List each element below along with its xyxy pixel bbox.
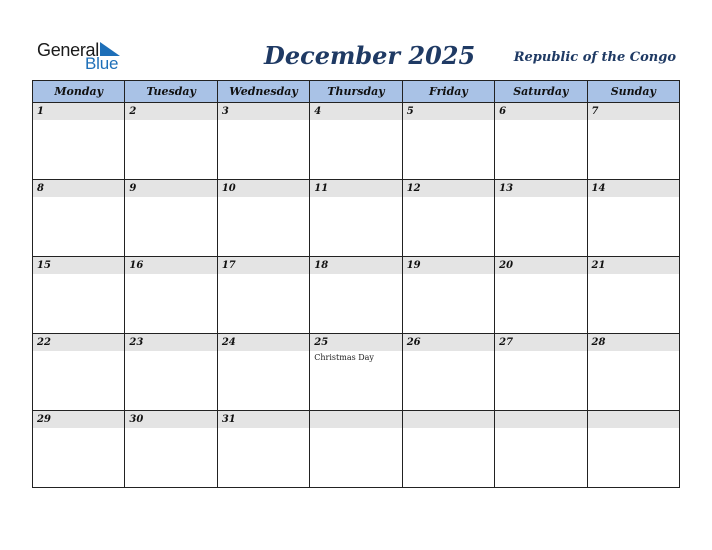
day-cell <box>217 257 309 334</box>
day-number: 24 <box>218 334 309 351</box>
day-cell <box>587 334 679 411</box>
weekday-header: Wednesday <box>217 81 309 103</box>
day-number: 12 <box>403 180 494 197</box>
day-number: 9 <box>125 180 216 197</box>
day-number: 20 <box>495 257 586 274</box>
generalblue-logo <box>37 40 137 74</box>
day-number: 27 <box>495 334 586 351</box>
weekday-header-row <box>33 81 680 103</box>
day-cell <box>587 257 679 334</box>
day-number: 7 <box>588 103 679 120</box>
page-title: December 2025 <box>264 41 476 70</box>
day-cell <box>33 257 125 334</box>
weekday-header: Saturday <box>495 81 587 103</box>
day-number: 3 <box>218 103 309 120</box>
day-cell <box>33 180 125 257</box>
day-cell <box>310 257 402 334</box>
day-number: 13 <box>495 180 586 197</box>
country-name: Republic of the Congo <box>513 50 676 65</box>
day-number: 19 <box>403 257 494 274</box>
day-cell <box>125 257 217 334</box>
week-row <box>33 257 680 334</box>
day-number: 30 <box>125 411 216 428</box>
day-number: 5 <box>403 103 494 120</box>
day-number: 16 <box>125 257 216 274</box>
day-cell <box>217 103 309 180</box>
day-number: 17 <box>218 257 309 274</box>
day-cell <box>125 411 217 488</box>
day-cell <box>33 411 125 488</box>
day-number <box>588 411 679 428</box>
day-cell <box>495 257 587 334</box>
day-cell <box>402 334 494 411</box>
week-row <box>33 334 680 411</box>
day-cell <box>587 103 679 180</box>
day-cell <box>125 180 217 257</box>
day-cell <box>310 180 402 257</box>
day-cell <box>310 103 402 180</box>
day-cell <box>217 180 309 257</box>
day-cell <box>495 180 587 257</box>
weekday-header: Thursday <box>310 81 402 103</box>
day-cell <box>402 411 494 488</box>
weekday-header: Sunday <box>587 81 679 103</box>
day-number: 26 <box>403 334 494 351</box>
day-number: 15 <box>33 257 124 274</box>
day-cell <box>587 180 679 257</box>
day-number: 1 <box>33 103 124 120</box>
day-cell <box>33 334 125 411</box>
day-cell <box>495 334 587 411</box>
day-number: 25 <box>310 334 401 351</box>
day-cell <box>587 411 679 488</box>
logo-general-text: General <box>37 40 99 60</box>
day-number: 11 <box>310 180 401 197</box>
week-row <box>33 103 680 180</box>
day-number: 18 <box>310 257 401 274</box>
day-cell <box>495 103 587 180</box>
day-cell <box>310 411 402 488</box>
calendar-grid <box>32 80 680 488</box>
day-number: 28 <box>588 334 679 351</box>
logo-blue-text: Blue <box>85 54 119 73</box>
day-cell <box>495 411 587 488</box>
day-cell <box>125 103 217 180</box>
day-cell <box>310 334 402 411</box>
day-number: 29 <box>33 411 124 428</box>
day-number <box>403 411 494 428</box>
week-row <box>33 180 680 257</box>
weekday-header: Monday <box>33 81 125 103</box>
day-number <box>310 411 401 428</box>
weekday-header: Friday <box>402 81 494 103</box>
day-cell <box>402 257 494 334</box>
day-number: 23 <box>125 334 216 351</box>
day-number: 14 <box>588 180 679 197</box>
day-number: 21 <box>588 257 679 274</box>
day-number: 10 <box>218 180 309 197</box>
day-number: 8 <box>33 180 124 197</box>
day-cell <box>217 411 309 488</box>
day-cell <box>217 334 309 411</box>
day-number: 6 <box>495 103 586 120</box>
day-cell <box>402 180 494 257</box>
day-number: 4 <box>310 103 401 120</box>
day-number: 31 <box>218 411 309 428</box>
weekday-header: Tuesday <box>125 81 217 103</box>
day-number: 2 <box>125 103 216 120</box>
day-number <box>495 411 586 428</box>
day-number: 22 <box>33 334 124 351</box>
day-cell <box>125 334 217 411</box>
week-row <box>33 411 680 488</box>
day-cell <box>402 103 494 180</box>
day-cell <box>33 103 125 180</box>
holiday-label: Christmas Day <box>314 353 374 362</box>
